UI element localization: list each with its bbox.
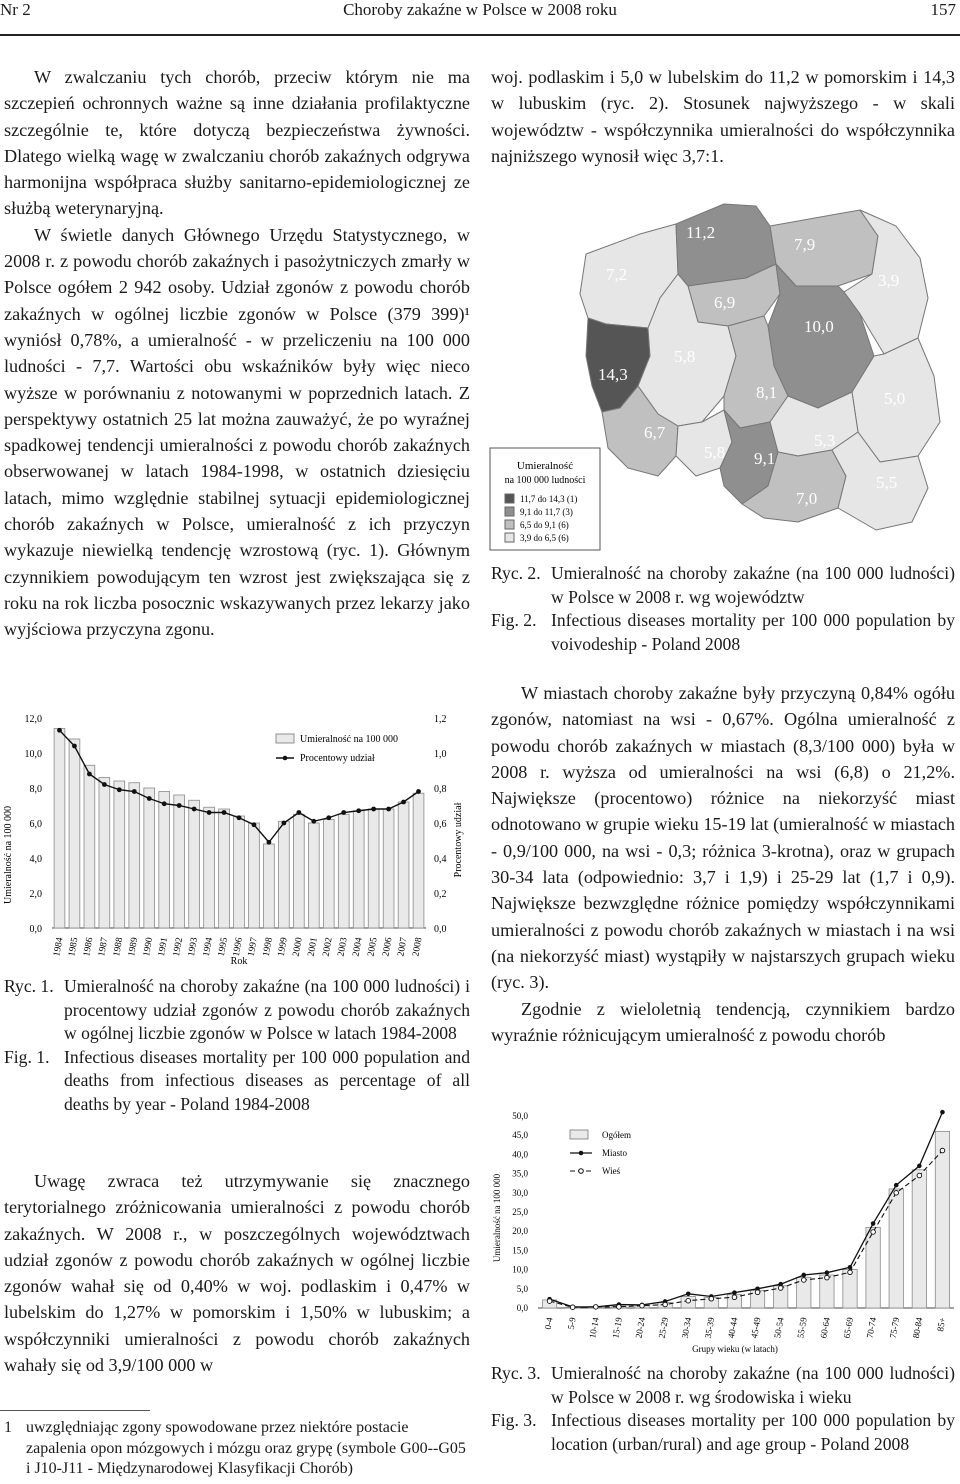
- legend-swatch: [505, 507, 514, 516]
- y2-axis-label: Procentowy udział: [453, 802, 464, 878]
- left-bottom-text: [4, 1168, 470, 1378]
- urban-point: [686, 1291, 691, 1296]
- percentage-point: [237, 815, 242, 820]
- map-value-label: 9,1: [754, 449, 776, 468]
- total-bar: [866, 1227, 880, 1308]
- x-tick-label: 2005: [366, 936, 380, 958]
- x-axis-label: Rok: [230, 956, 248, 967]
- rural-point: [848, 1270, 853, 1275]
- rural-point: [709, 1296, 714, 1301]
- percentage-point: [281, 821, 286, 826]
- y-axis-label: Umieralność na 100 000: [492, 1173, 502, 1263]
- x-tick-label: 1991: [157, 936, 171, 958]
- map-value-label: 10,0: [804, 317, 834, 336]
- x-tick-label: 30-34: [679, 1316, 694, 1340]
- percentage-point: [132, 789, 137, 794]
- legend-label: Umieralność na 100 000: [300, 734, 399, 745]
- percentage-point: [57, 728, 62, 733]
- x-tick-label: 2007: [396, 936, 410, 958]
- percentage-point: [267, 840, 272, 845]
- percentage-point: [386, 807, 391, 812]
- percentage-point: [356, 808, 361, 813]
- paragraph: W świetle danych Głównego Urzędu Statystycznego, w 2008 r. z powodu chorób zakaźnych i pasożytniczych zmarły w Polsce ogółem 2 942 osoby. Udział zgonów z powodu chorób zakaźnych w ogólnej liczbie zgonów w Polsce (379 399)¹ wyniósł 0,78%, a umieralność - w przeliczeniu na 100 000 ludności - 7,7. Wartości obu wskaźników były więc nieco wyższe w porównaniu z notowanymi w poprzednich latach. Z perspektywy ostatnich 25 lat można zauważyć, że po wyraźnej spadkowej tendencji umieralności z powodu chorób zakaźnych obserwowanej w latach 1984-1998, w ostatnich dziesięciu latach, mimo względnie stabilnej sytuacji epidemiologicznej chorób zakaźnych w Polsce, umieralność z ich przyczyn wykazuje niewielką tendencję wzrostową (ryc. 1). Głównym czynnikiem powodującym ten wzrost jest zwiększająca się z roku na rok liczba posocznic wskazywanych przez lekarzy jako wyjściowa przyczyna zgonu.: [4, 224, 470, 640]
- paragraph: W zwalczaniu tych chorób, przeciw którym nie ma szczepień ochronnych ważne są inne działania profilaktyczne szczególnie te, które dotyczą bezpieczeństwa żywności. Dlatego wielką wagę w zwalczaniu chorób zakaźnych odgrywa harmonijna współpraca służby sanitarno-epidemiologicznej ze służbą weterynaryjną.: [4, 67, 470, 219]
- x-tick-label: 2003: [336, 936, 350, 958]
- mortality-bar: [69, 739, 80, 928]
- x-tick-label: 2001: [306, 936, 320, 958]
- caption-text: Umieralność na choroby zakaźne (na 100 000 ludności) w Polsce w 2008 r. wg województw: [551, 563, 955, 607]
- total-bar: [935, 1131, 949, 1308]
- rural-point: [871, 1230, 876, 1235]
- header-rule: [0, 34, 960, 36]
- map-value-label: 5,0: [884, 389, 906, 408]
- y-tick-label: 30,0: [512, 1187, 528, 1198]
- map-value-label: 8,1: [756, 383, 778, 402]
- x-tick-label: 5-9: [565, 1316, 578, 1331]
- caption-label: Ryc. 3.: [491, 1363, 541, 1383]
- x-tick-label: 10-14: [587, 1316, 601, 1340]
- x-tick-label: 15-19: [610, 1316, 624, 1340]
- legend-marker: [283, 756, 288, 761]
- legend-title: Umieralność: [516, 460, 574, 472]
- x-tick-label: 25-29: [656, 1316, 671, 1340]
- percentage-point: [326, 815, 331, 820]
- rural-point: [917, 1173, 922, 1178]
- x-tick-label: 1992: [171, 936, 186, 958]
- figure-3-caption: [491, 1362, 955, 1456]
- percentage-point: [416, 789, 421, 794]
- map-value-label: 7,2: [606, 265, 628, 284]
- x-tick-label: 70-74: [864, 1316, 879, 1340]
- y2-tick-label: 1,0: [434, 749, 447, 760]
- rural-point: [778, 1286, 783, 1291]
- map-value-label: 5,5: [876, 473, 898, 492]
- mortality-bar: [413, 793, 424, 928]
- right-mid-text: [491, 680, 955, 1048]
- rural-point: [755, 1290, 760, 1295]
- caption-label: Ryc. 1.: [4, 976, 54, 996]
- mortality-bar: [338, 814, 349, 928]
- mortality-bar: [189, 800, 200, 928]
- percentage-point: [311, 819, 316, 824]
- total-bar: [912, 1170, 926, 1308]
- page-number: 157: [930, 0, 956, 19]
- percentage-point: [222, 810, 227, 815]
- rural-point: [732, 1295, 737, 1300]
- y-tick-label: 10,0: [24, 749, 42, 760]
- mortality-bar: [398, 802, 409, 928]
- legend-swatch: [505, 533, 514, 542]
- y-tick-label: 8,0: [29, 784, 42, 795]
- mortality-bar: [99, 778, 110, 929]
- rural-point: [940, 1148, 945, 1153]
- voivodeship-map: [488, 186, 960, 556]
- x-axis-label: Grupy wieku (w latach): [692, 1344, 778, 1354]
- x-tick-label: 1998: [261, 936, 275, 958]
- x-tick-label: 1988: [112, 936, 126, 958]
- percentage-point: [162, 801, 167, 806]
- percentage-point: [72, 744, 77, 749]
- footnote-number: 1: [4, 1419, 12, 1436]
- percentage-point: [117, 787, 122, 792]
- mortality-bar: [323, 820, 334, 929]
- x-tick-label: 20-24: [633, 1316, 647, 1340]
- legend-label: Ogółem: [602, 1130, 631, 1140]
- map-value-label: 5,3: [814, 431, 836, 450]
- paragraph: Zgodnie z wieloletnią tendencją, czynnikiem bardzo wyraźnie różnicującym umieralność z powodu chorób: [491, 998, 955, 1045]
- caption-label: Fig. 3.: [491, 1410, 537, 1430]
- mortality-bar: [84, 765, 95, 928]
- rural-point: [825, 1275, 830, 1280]
- x-tick-label: 75-79: [887, 1316, 902, 1340]
- rural-point: [593, 1305, 598, 1310]
- rural-point: [894, 1191, 899, 1196]
- y-tick-label: 45,0: [512, 1130, 528, 1141]
- mortality-bar: [129, 783, 140, 928]
- x-tick-label: 1987: [97, 936, 111, 958]
- x-tick-label: 35-39: [702, 1316, 717, 1340]
- x-tick-label: 1996: [231, 936, 245, 958]
- footnote-text: uwzględniając zgony spowodowane przez niektóre postacie zapalenia opon mózgowych i mózgu oraz grypę (symbole G00--G05 i J10-J11 - Międzynarodowej Klasyfikacji Chorób): [26, 1419, 466, 1477]
- map-value-label: 5,8: [704, 443, 726, 462]
- urban-point: [801, 1273, 806, 1278]
- x-tick-label: 55-59: [795, 1316, 809, 1340]
- figure-1-caption: [4, 975, 470, 1116]
- percentage-point: [102, 782, 107, 787]
- rural-point: [547, 1299, 552, 1304]
- x-tick-label: 40-44: [725, 1316, 740, 1340]
- map-legend: [490, 448, 600, 550]
- legend-label: Wieś: [602, 1166, 621, 1176]
- mortality-bar: [278, 821, 289, 928]
- rural-point: [640, 1303, 645, 1308]
- caption-text: Infectious diseases mortality per 100 000 population by location (urban/rural) and age group - Poland 2008: [551, 1410, 955, 1454]
- urban-point: [732, 1290, 737, 1295]
- x-tick-label: 1993: [186, 936, 201, 958]
- x-tick-label: 2008: [411, 936, 425, 958]
- x-tick-label: 1994: [201, 936, 216, 958]
- rural-point: [663, 1302, 668, 1307]
- legend-label: Miasto: [602, 1148, 628, 1158]
- legend-marker: [579, 1151, 584, 1156]
- x-tick-label: 2000: [291, 936, 305, 958]
- map-value-label: 7,0: [796, 489, 818, 508]
- x-tick-label: 60-64: [818, 1316, 832, 1340]
- caption-label: Fig. 1.: [4, 1046, 50, 1067]
- legend-subtitle: na 100 000 ludności: [504, 475, 586, 486]
- urban-point: [848, 1265, 853, 1270]
- map-value-label: 6,7: [644, 423, 666, 442]
- mortality-bar: [234, 816, 245, 928]
- total-bar: [843, 1270, 857, 1308]
- y-tick-label: 20,0: [512, 1226, 528, 1237]
- figure-3-chart: [488, 1108, 960, 1356]
- rural-point: [570, 1305, 575, 1310]
- rural-point: [686, 1298, 691, 1303]
- percentage-point: [371, 807, 376, 812]
- paragraph: woj. podlaskim i 5,0 w lubelskim do 11,2 w pomorskim i 14,3 w lubuskim (ryc. 2). Stosunek najwyższego - w skali województw - współczynnika umieralności do współczynnika najniższego wynosił więc 3,7:1.: [491, 67, 955, 166]
- legend-swatch: [505, 494, 514, 503]
- x-tick-label: 45-49: [749, 1316, 763, 1340]
- caption-text: Umieralność na choroby zakaźne (na 100 000 ludności) i procentowy udział zgonów z powodu chorób zakaźnych w ogólnej liczbie zgonów w Polsce w latach 1984-2008: [64, 976, 470, 1043]
- map-value-label: 11,2: [686, 223, 716, 242]
- right-top-text: [491, 64, 955, 169]
- mortality-bar: [204, 807, 215, 928]
- y-axis-label: Umieralność na 100 000: [3, 805, 14, 905]
- footnote: [4, 1418, 470, 1480]
- y-tick-label: 4,0: [29, 854, 42, 865]
- x-tick-label: 2004: [351, 936, 365, 958]
- mortality-bar: [264, 844, 275, 928]
- x-tick-label: 1990: [142, 936, 156, 958]
- percentage-point: [401, 800, 406, 805]
- y2-tick-label: 0,8: [434, 784, 447, 795]
- footnote-rule: [0, 1410, 150, 1411]
- x-tick-label: 1999: [276, 936, 290, 958]
- mortality-bar: [114, 781, 125, 928]
- urban-point: [917, 1164, 922, 1169]
- mortality-bar: [54, 729, 65, 929]
- caption-label: Fig. 2.: [491, 610, 537, 630]
- percentage-point: [341, 810, 346, 815]
- mortality-bar: [249, 823, 260, 928]
- percentage-point: [147, 796, 152, 801]
- caption-text: Umieralność na choroby zakaźne (na 100 000 ludności) w Polsce w 2008 r. wg środowiska i wieku: [551, 1363, 955, 1407]
- mortality-bar: [144, 788, 155, 928]
- percentage-point: [177, 803, 182, 808]
- x-tick-label: 1989: [127, 936, 141, 958]
- percentage-point: [192, 807, 197, 812]
- mortality-bar: [159, 792, 170, 929]
- mortality-bar: [174, 795, 185, 928]
- x-tick-label: 50-54: [772, 1316, 786, 1340]
- x-tick-label: 1985: [67, 936, 81, 958]
- map-value-label: 5,8: [674, 347, 696, 366]
- percentage-point: [296, 810, 301, 815]
- y-tick-label: 6,0: [29, 819, 42, 830]
- y2-tick-label: 1,2: [434, 714, 447, 725]
- x-tick-label: 2002: [321, 936, 335, 958]
- percentage-point: [87, 772, 92, 777]
- legend-item: 3,9 do 6,5 (6): [520, 533, 569, 543]
- y-tick-label: 35,0: [512, 1168, 528, 1179]
- x-tick-label: 85+: [935, 1316, 948, 1333]
- urban-series: [550, 1112, 943, 1307]
- x-tick-label: 1995: [216, 936, 230, 958]
- legend-swatch: [505, 520, 514, 529]
- y-tick-label: 2,0: [29, 889, 42, 900]
- rural-point: [801, 1278, 806, 1283]
- x-tick-label: 2006: [381, 936, 395, 958]
- x-tick-label: 1986: [82, 936, 96, 958]
- y-tick-label: 40,0: [512, 1149, 528, 1160]
- x-tick-label: 1997: [246, 936, 260, 958]
- mortality-bar: [308, 823, 319, 928]
- mortality-bar: [219, 809, 230, 928]
- percentage-point: [252, 822, 257, 827]
- caption-text: Infectious diseases mortality per 100 000 population and deaths from infectious diseases as percentage of all deaths by year - Poland 1984-2008: [64, 1046, 470, 1114]
- y-tick-label: 50,0: [512, 1111, 528, 1121]
- legend-item: 6,5 do 9,1 (6): [520, 520, 569, 530]
- map-value-label: 14,3: [598, 365, 628, 384]
- mortality-bar: [368, 809, 379, 928]
- urban-point: [940, 1110, 945, 1115]
- figure-2-caption: [491, 562, 955, 656]
- y-tick-label: 0,0: [516, 1303, 528, 1313]
- running-title: Choroby zakaźne w Polsce w 2008 roku: [343, 0, 617, 19]
- caption-text: Infectious diseases mortality per 100 000 population by voivodeship - Poland 2008: [551, 610, 955, 654]
- legend-marker: [579, 1169, 584, 1174]
- y2-tick-label: 0,6: [434, 819, 447, 830]
- paragraph: W miastach choroby zakaźne były przyczyną 0,84% ogółu zgonów, natomiast na wsi - 0,67%. Ogólna umieralność z powodu chorób zakaźnych w miastach (8,3/100 000) była w 2008 r. wyższa od umieralności na wsi (6,8) o 21,2%. Największe (procentowo) różnice na niekorzyść miast odnotowano w grupie wieku 15-19 lat (umieralność w miastach - 0,9/100 000, na wsi - 0,3; różnica 3-krotna), oraz w grupach 30-34 lata (odpowiednio: 3,7 i 1,9) i 25-29 lat (1,7 i 0,9). Największe bezwzględne różnice pomiędzy współczynnikami umieralności z powodu chorób zakaźnych w miastach i na wsi (na niekorzyść miast) wystąpiły w najstarszych grupach wieku (ryc. 3).: [491, 683, 955, 993]
- y2-tick-label: 0,2: [434, 889, 447, 900]
- urban-point: [871, 1221, 876, 1226]
- map-value-label: 3,9: [878, 271, 900, 290]
- map-value-label: 6,9: [714, 293, 736, 312]
- map-value-label: 7,9: [794, 235, 816, 254]
- total-bar: [889, 1189, 903, 1308]
- legend-swatch-bar: [570, 1130, 588, 1139]
- y-tick-label: 12,0: [24, 714, 42, 725]
- y-tick-label: 5,0: [516, 1283, 528, 1294]
- figure-1-chart: [0, 700, 470, 975]
- x-tick-label: 0-4: [542, 1316, 555, 1331]
- mortality-bar: [353, 811, 364, 928]
- percentage-point: [207, 810, 212, 815]
- y2-tick-label: 0,4: [434, 854, 447, 865]
- legend-item: 9,1 do 11,7 (3): [520, 507, 573, 517]
- page-section-label: Nr 2: [0, 0, 31, 19]
- x-tick-label: 80-84: [910, 1316, 925, 1340]
- y-tick-label: 10,0: [512, 1264, 528, 1275]
- left-body-text: [4, 64, 470, 643]
- caption-label: Ryc. 2.: [491, 563, 541, 583]
- rural-point: [617, 1305, 622, 1310]
- mortality-bar: [383, 809, 394, 928]
- y-tick-label: 25,0: [512, 1207, 528, 1217]
- legend-label: Procentowy udział: [300, 753, 375, 764]
- x-tick-label: 1984: [52, 936, 66, 958]
- y-tick-label: 0,0: [29, 924, 42, 935]
- legend-swatch-bar: [276, 734, 294, 743]
- x-tick-label: 65-69: [841, 1316, 855, 1340]
- legend-item: 11,7 do 14,3 (1): [520, 494, 578, 504]
- urban-point: [894, 1183, 899, 1188]
- y2-tick-label: 0,0: [434, 924, 447, 935]
- paragraph: Uwagę zwraca też utrzymywanie się znacznego terytorialnego zróżnicowania umieralności z powodu chorób zakaźnych. W 2008 r., w poszczególnych województwach udział zgonów z powodu chorób zakaźnych w ogólnej liczbie zgonów wahał się od 0,40% w woj. podlaskim i 0,47% w lubelskim do 1,27% w pomorskim i 1,50% w lubuskim; a współczynniki umieralności z powodu chorób zakaźnych wahały się od 3,9/100 000 w: [4, 1171, 470, 1376]
- mortality-bar: [293, 814, 304, 928]
- y-tick-label: 15,0: [512, 1245, 528, 1256]
- urban-point: [825, 1270, 830, 1275]
